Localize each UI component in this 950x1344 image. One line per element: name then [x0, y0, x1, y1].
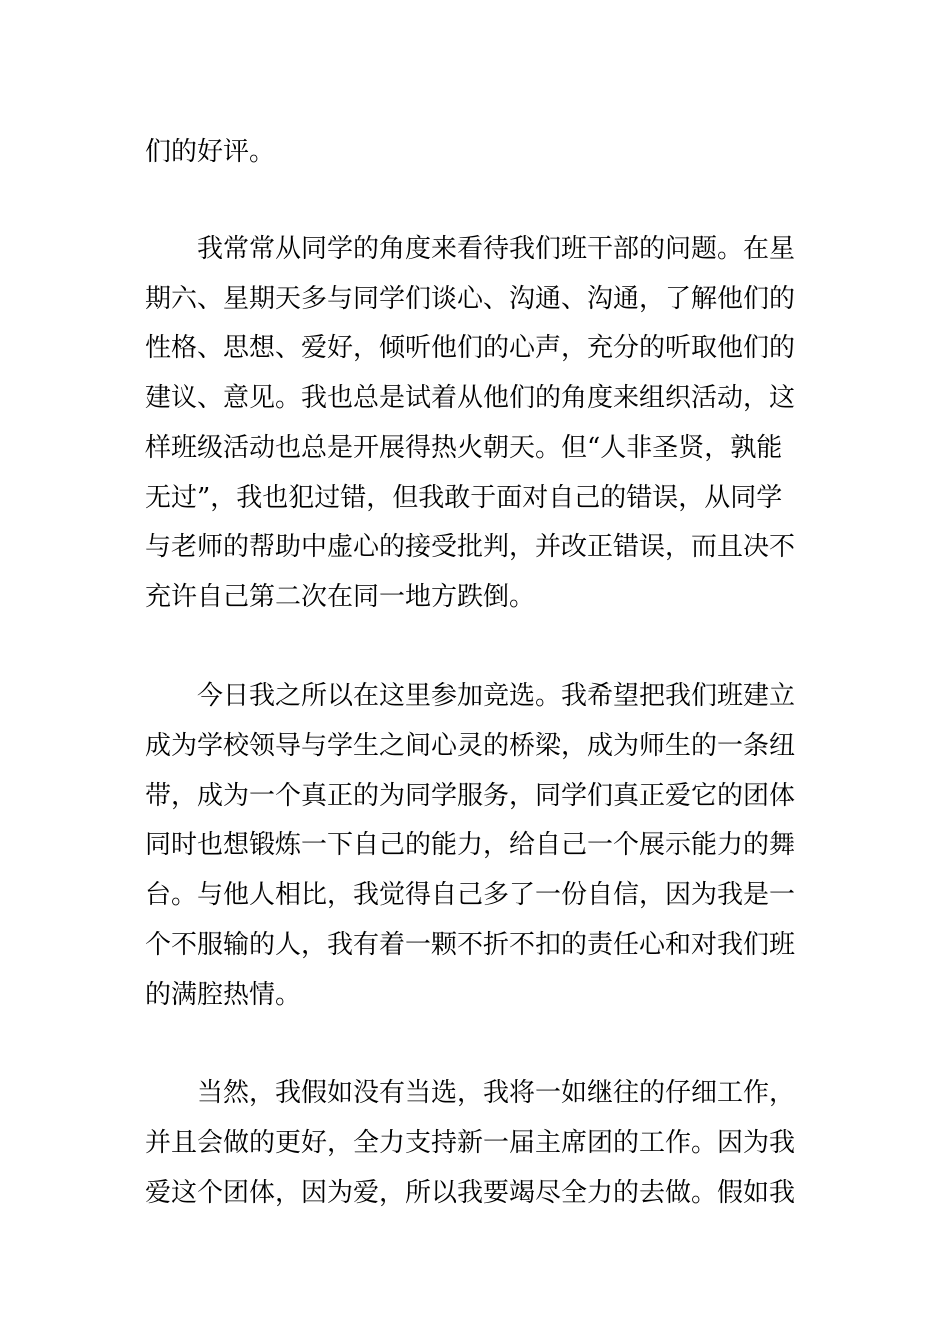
paragraph-3-line-6: 个不服输的人，我有着一颗不折不扣的责任心和对我们班 [145, 930, 796, 960]
paragraph-2-line-3: 性格、思想、爱好，倾听他们的心声，充分的听取他们的 [145, 333, 796, 363]
paragraph-4-line-1: 当然，我假如没有当选，我将一如继往的仔细工作， [197, 1078, 796, 1108]
paragraph-2-line-4: 建议、意见。我也总是试着从他们的角度来组织活动，这 [145, 383, 796, 413]
paragraph-3-line-5: 台。与他人相比，我觉得自己多了一份自信，因为我是一 [145, 880, 796, 910]
paragraph-2-line-1: 我常常从同学的角度来看待我们班干部的问题。在星 [197, 234, 796, 264]
paragraph-4-line-2: 并且会做的更好，全力支持新一届主席团的工作。因为我 [145, 1128, 796, 1158]
paragraph-3-line-3: 带，成为一个真正的为同学服务，同学们真正爱它的团体 [145, 781, 796, 811]
paragraph-4-line-3: 爱这个团体，因为爱，所以我要竭尽全力的去做。假如我 [145, 1178, 796, 1208]
paragraph-3-line-1: 今日我之所以在这里参加竞选。我希望把我们班建立 [197, 681, 796, 711]
paragraph-3-line-4: 同时也想锻炼一下自己的能力，给自己一个展示能力的舞 [145, 830, 796, 860]
paragraph-3-line-2: 成为学校领导与学生之间心灵的桥梁，成为师生的一条纽 [145, 731, 796, 761]
paragraph-2-line-5: 样班级活动也总是开展得热火朝天。但“人非圣贤，孰能 [145, 433, 783, 463]
paragraph-3-line-7: 的满腔热情。 [145, 980, 302, 1010]
paragraph-2-line-2: 期六、星期天多与同学们谈心、沟通、沟通，了解他们的 [145, 284, 796, 314]
paragraph-2-line-7: 与老师的帮助中虚心的接受批判，并改正错误，而且决不 [145, 532, 796, 562]
paragraph-2-line-6: 无过”，我也犯过错，但我敢于面对自己的错误，从同学 [145, 483, 783, 513]
paragraph-2-line-8: 充许自己第二次在同一地方跌倒。 [145, 582, 536, 612]
paragraph-1-line-1: 们的好评。 [145, 137, 276, 167]
